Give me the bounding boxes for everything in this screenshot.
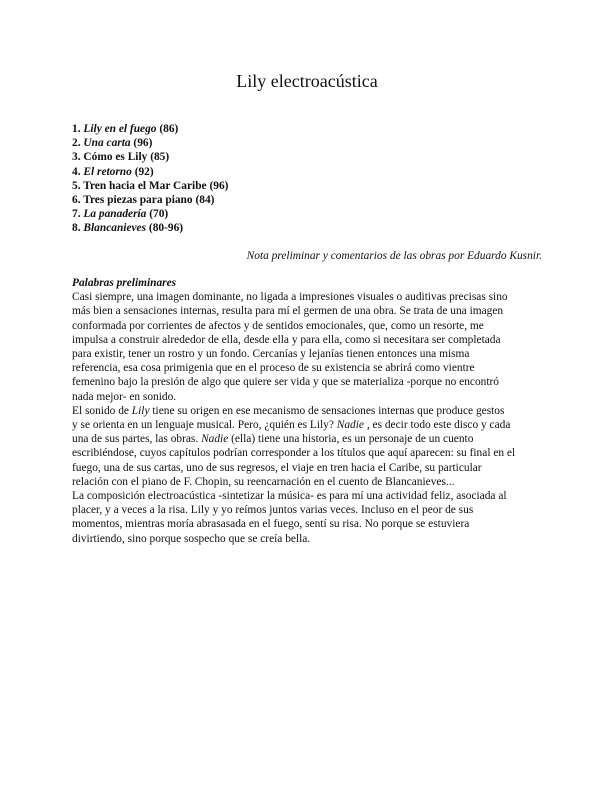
track-item: 5. Tren hacia el Mar Caribe (96) [72, 179, 229, 192]
track-item: 8. Blancanieves (80-96) [72, 222, 184, 235]
track-name: Tres piezas para piano [83, 194, 193, 207]
paragraph-2 [72, 404, 542, 489]
track-name: Una carta [83, 137, 131, 150]
text-line: una de sus partes, las obras. Nadie (ella) tiene una historia, es un personaje de un cuento [72, 433, 474, 446]
track-item: 3. Cómo es Lily (85) [72, 151, 170, 164]
text-line: La composición electroacústica -sintetizar la música- es para mí una actividad feliz, asociada al [72, 490, 507, 503]
track-name: Tren hacia el Mar Caribe [83, 179, 207, 192]
paragraph-3 [72, 489, 542, 546]
track-name: La panadería [83, 208, 147, 221]
text-line: nada mejor- en sonido. [72, 390, 177, 403]
section-heading: Palabras preliminares [72, 277, 177, 289]
author-note: Nota preliminar y comentarios de las obras por Eduardo Kusnir. [246, 250, 542, 262]
text-line: y se orienta en un lenguaje musical. Pero, ¿quién es Lily? Nadie , es decir todo este disco y cada [72, 419, 511, 432]
text-line: escribiéndose, cuyos capítulos podrían corresponder a los títulos que aquí aparecen: su final en el [72, 447, 516, 460]
text-line: referencia, esa cosa primigenia que en el proceso de su existencia se abrirá como vientre [72, 362, 475, 375]
text-line: para existir, tener un rostro y un fondo. Cercanías y lejanías tienen entonces una misma [72, 348, 470, 361]
text-line: Casi siempre, una imagen dominante, no ligada a impresiones visuales o auditivas precisas sino [72, 291, 508, 304]
track-name: Blancanieves [83, 222, 147, 235]
track-name: Lily en el fuego [83, 123, 157, 135]
text-line: conformada por corrientes de afectos y de sentidos emocionales, que, como un resorte, me [72, 319, 484, 332]
text-line: relación con el piano de F. Chopin, su reencarnación en el cuento de Blancanieves... [72, 475, 455, 488]
track-item: 7. La panadería (70) [72, 208, 169, 221]
text-line: fuego, una de sus cartas, uno de sus regresos, el viaje en tren hacia el Caribe, su particular [72, 461, 482, 474]
text-line: impulsa a construir alrededor de ella, desde ella y para ella, como si necesitara ser completada [72, 333, 501, 346]
text-line: placer, y a veces a la risa. Lily y yo reímos juntos varias veces. Incluso en el peor de sus [72, 504, 474, 517]
track-name: Cómo es Lily [83, 151, 148, 164]
text-line: El sonido de Lily tiene su origen en ese mecanismo de sensaciones internas que produce gestos [72, 404, 505, 417]
track-item: 4. El retorno (92) [72, 165, 154, 178]
track-item: 2. Una carta (96) [72, 137, 153, 150]
track-item: 1. Lily en el fuego (86) [72, 123, 179, 135]
text-line: más bien a sensaciones internas, resulta para mí el germen de una obra. Se trata de una imagen [72, 305, 504, 318]
text-line: momentos, mientras moría abrasasada en el fuego, sentí su risa. No porque se estuviera [72, 518, 470, 531]
text-line: femenino bajo la presión de algo que quiere ser vida y que se materializa -porque no encontró [72, 376, 499, 389]
preliminary-section [72, 276, 542, 546]
track-list [72, 122, 228, 236]
text-line: divirtiendo, sino porque sospecho que se creía bella. [72, 532, 311, 545]
track-name: El retorno [83, 165, 132, 178]
track-item: 6. Tres piezas para piano (84) [72, 194, 215, 207]
document-title: Lily electroacústica [236, 71, 378, 91]
paragraph-1 [72, 290, 542, 404]
